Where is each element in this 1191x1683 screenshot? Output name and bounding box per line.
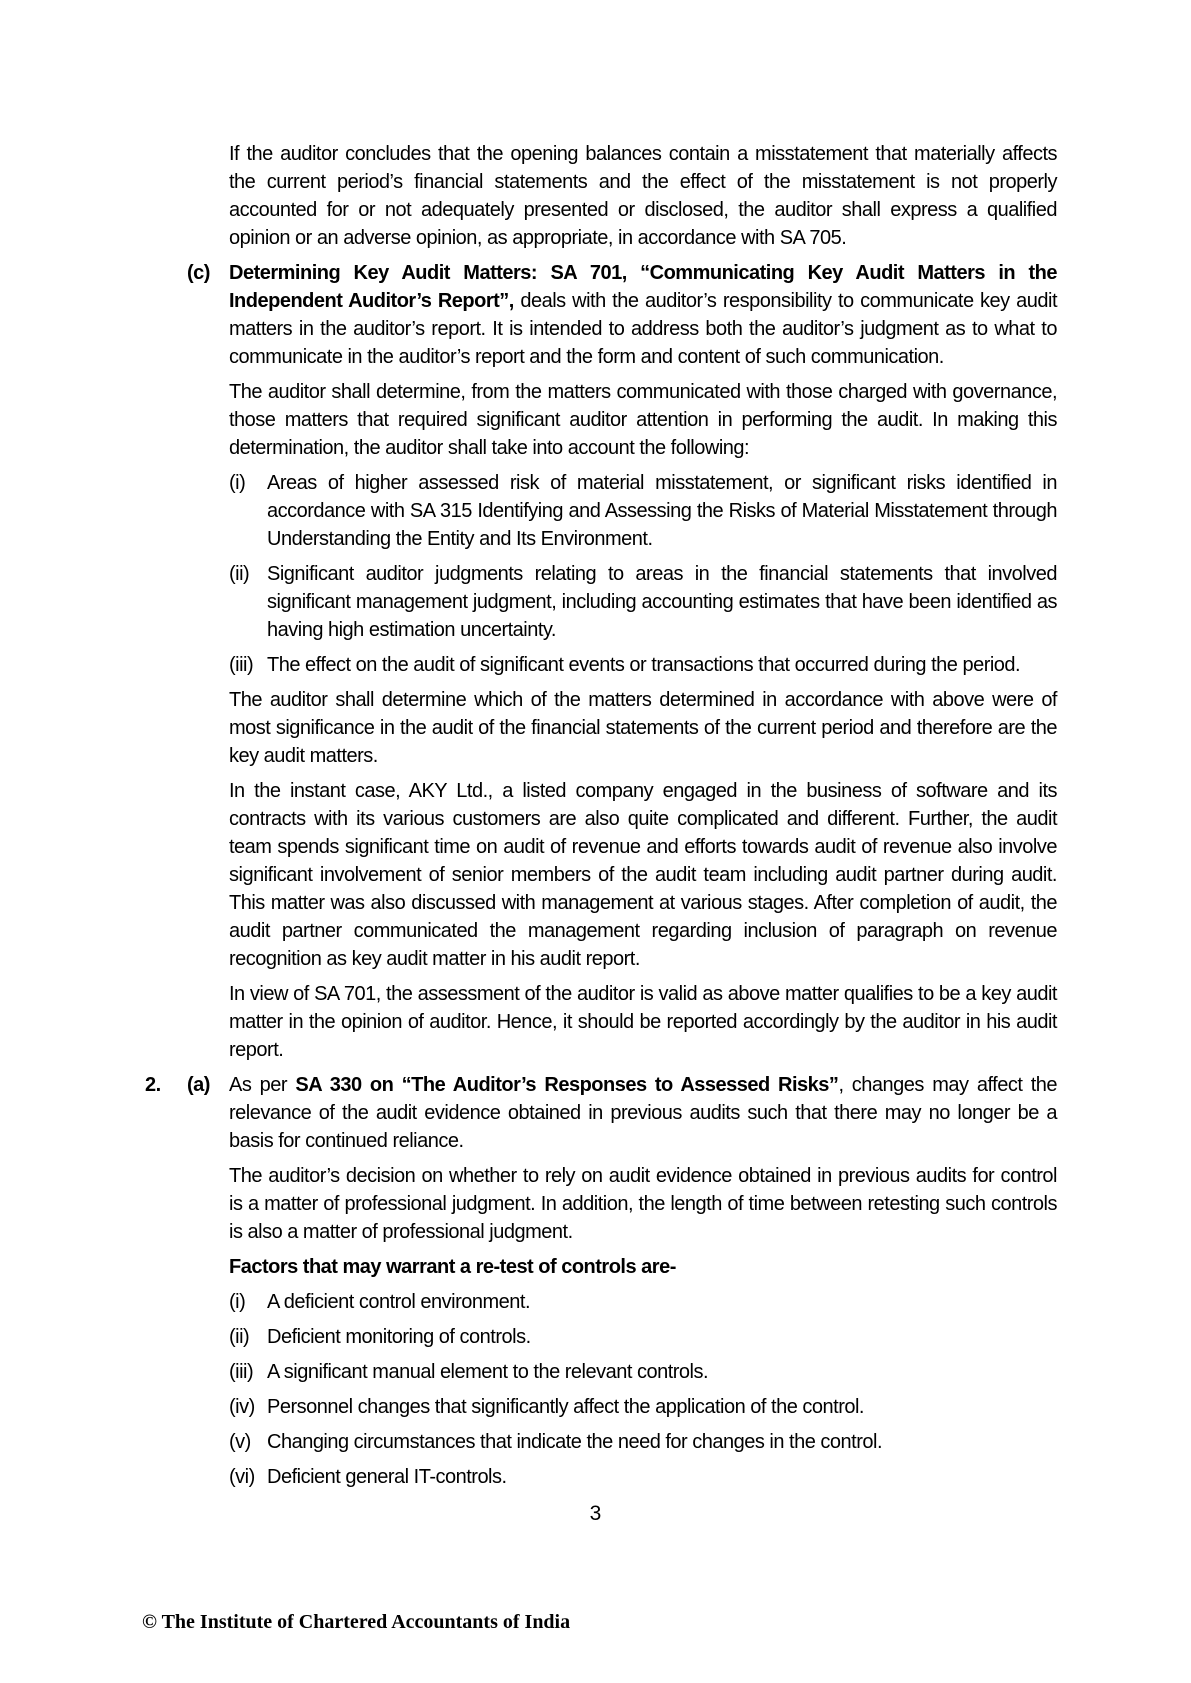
list-item-label: (ii) — [229, 1326, 250, 1348]
item-c-paragraph-2: The auditor shall determine, from the matters communicated with those charged with governance, those matters that required significant auditor attention in performing the audit. In making this determination, the auditor shall take into account the following: — [229, 381, 1057, 459]
item-c-heading-rest: deals with the auditor’s responsibility to communicate key audit matters in the auditor’s report. It is intended to address both the auditor’s judgment as to what to communicate in the auditor’s report and the form and content of such communication. — [229, 290, 1058, 368]
list-item-label: (i) — [229, 472, 246, 494]
item-c-label: (c) — [187, 262, 210, 284]
item-a-intro-rest: , changes may affect the relevance of the audit evidence obtained in previous audits such that there may no longer be a basis for continued reliance. — [229, 1074, 1058, 1152]
item-a-body — [229, 1071, 1057, 1498]
kam-list-item-1 — [229, 469, 1057, 553]
item-a-intro-bold: SA 330 on “The Auditor’s Responses to Assessed Risks” — [295, 1074, 839, 1096]
list-item-label: (vi) — [229, 1466, 255, 1488]
item-a-intro-paragraph — [229, 1071, 1057, 1155]
retest-list-item-1 — [229, 1288, 1057, 1316]
question-2-row — [145, 1071, 1057, 1498]
retest-list-item-5 — [229, 1428, 1057, 1456]
item-c-body — [229, 259, 1057, 1071]
question-2-number: 2. — [145, 1074, 161, 1096]
opening-paragraph: If the auditor concludes that the opening balances contain a misstatement that materially affects the current period’s financial statements and the effect of the misstatement is not properly accounted for or not adequately presented or disclosed, the auditor shall express a qualified opinion or an adverse opinion, as appropriate, in accordance with SA 705. — [229, 143, 1057, 249]
list-item-text: Changing circumstances that indicate the need for changes in the control. — [267, 1431, 883, 1453]
item-c-paragraph-3: The auditor shall determine which of the matters determined in accordance with above were of most significance in the audit of the financial statements of the current period and therefore are the key audit matters. — [229, 689, 1057, 767]
list-item-label: (iv) — [229, 1396, 255, 1418]
list-item-text: Areas of higher assessed risk of material misstatement, or significant risks identified in accordance with SA 315 Identifying and Assessing the Risks of Material Misstatement through Understanding the Entity and Its Environment. — [267, 472, 1057, 550]
list-item-text: Deficient general IT-controls. — [267, 1466, 507, 1488]
item-c-heading-bold: Determining Key Audit Matters: SA 701, “Communicating Key Audit Matters in the Independent Auditor’s Report”, — [229, 262, 1057, 312]
list-item-text: Significant auditor judgments relating to areas in the financial statements that involved significant management judgment, including accounting estimates that have been identified as having high estimation uncertainty. — [267, 563, 1057, 641]
item-c-paragraph-5: In view of SA 701, the assessment of the auditor is valid as above matter qualifies to be a key audit matter in the opinion of auditor. Hence, it should be reported accordingly by the auditor in his audit report. — [229, 983, 1057, 1061]
list-item-label: (iii) — [229, 1361, 254, 1383]
retest-list-item-3 — [229, 1358, 1057, 1386]
item-a-intro-regular: As per — [229, 1074, 296, 1096]
item-c-paragraph-4: In the instant case, AKY Ltd., a listed company engaged in the business of software and its contracts with its various customers are also quite complicated and different. Further, the audit team spends significant time on audit of revenue and efforts towards audit of revenue also involve significant involvement of senior members of the audit team including audit partner during audit. This matter was also discussed with management at various stages. After completion of audit, the audit partner communicated the management regarding inclusion of paragraph on revenue recognition as key audit matter in his audit report. — [229, 780, 1057, 970]
copyright-footer: © The Institute of Chartered Accountants of India — [142, 1611, 571, 1633]
item-a-label: (a) — [187, 1074, 210, 1096]
list-item-text: Deficient monitoring of controls. — [267, 1326, 531, 1348]
opening-paragraph-row — [145, 140, 1057, 259]
retest-list-item-2 — [229, 1323, 1057, 1351]
list-item-label: (i) — [229, 1291, 246, 1313]
retest-list-item-4 — [229, 1393, 1057, 1421]
list-item-label: (ii) — [229, 563, 250, 585]
list-item-text: A deficient control environment. — [267, 1291, 531, 1313]
retest-factors-heading: Factors that may warrant a re-test of controls are- — [229, 1256, 676, 1278]
item-c-heading-paragraph — [229, 259, 1057, 371]
list-item-text: The effect on the audit of significant events or transactions that occurred during the period. — [267, 654, 1021, 676]
page-body — [145, 140, 1057, 1498]
list-item-text: A significant manual element to the relevant controls. — [267, 1361, 709, 1383]
retest-list-item-6 — [229, 1463, 1057, 1491]
kam-list-item-3 — [229, 651, 1057, 679]
item-a-paragraph-2: The auditor’s decision on whether to rely on audit evidence obtained in previous audits for control is a matter of professional judgment. In addition, the length of time between retesting such controls is also a matter of professional judgment. — [229, 1165, 1057, 1243]
list-item-text: Personnel changes that significantly affect the application of the control. — [267, 1396, 864, 1418]
page-number: 3 — [589, 1502, 602, 1525]
kam-list-item-2 — [229, 560, 1057, 644]
item-c-row — [145, 259, 1057, 1071]
list-item-label: (v) — [229, 1431, 251, 1453]
list-item-label: (iii) — [229, 654, 254, 676]
